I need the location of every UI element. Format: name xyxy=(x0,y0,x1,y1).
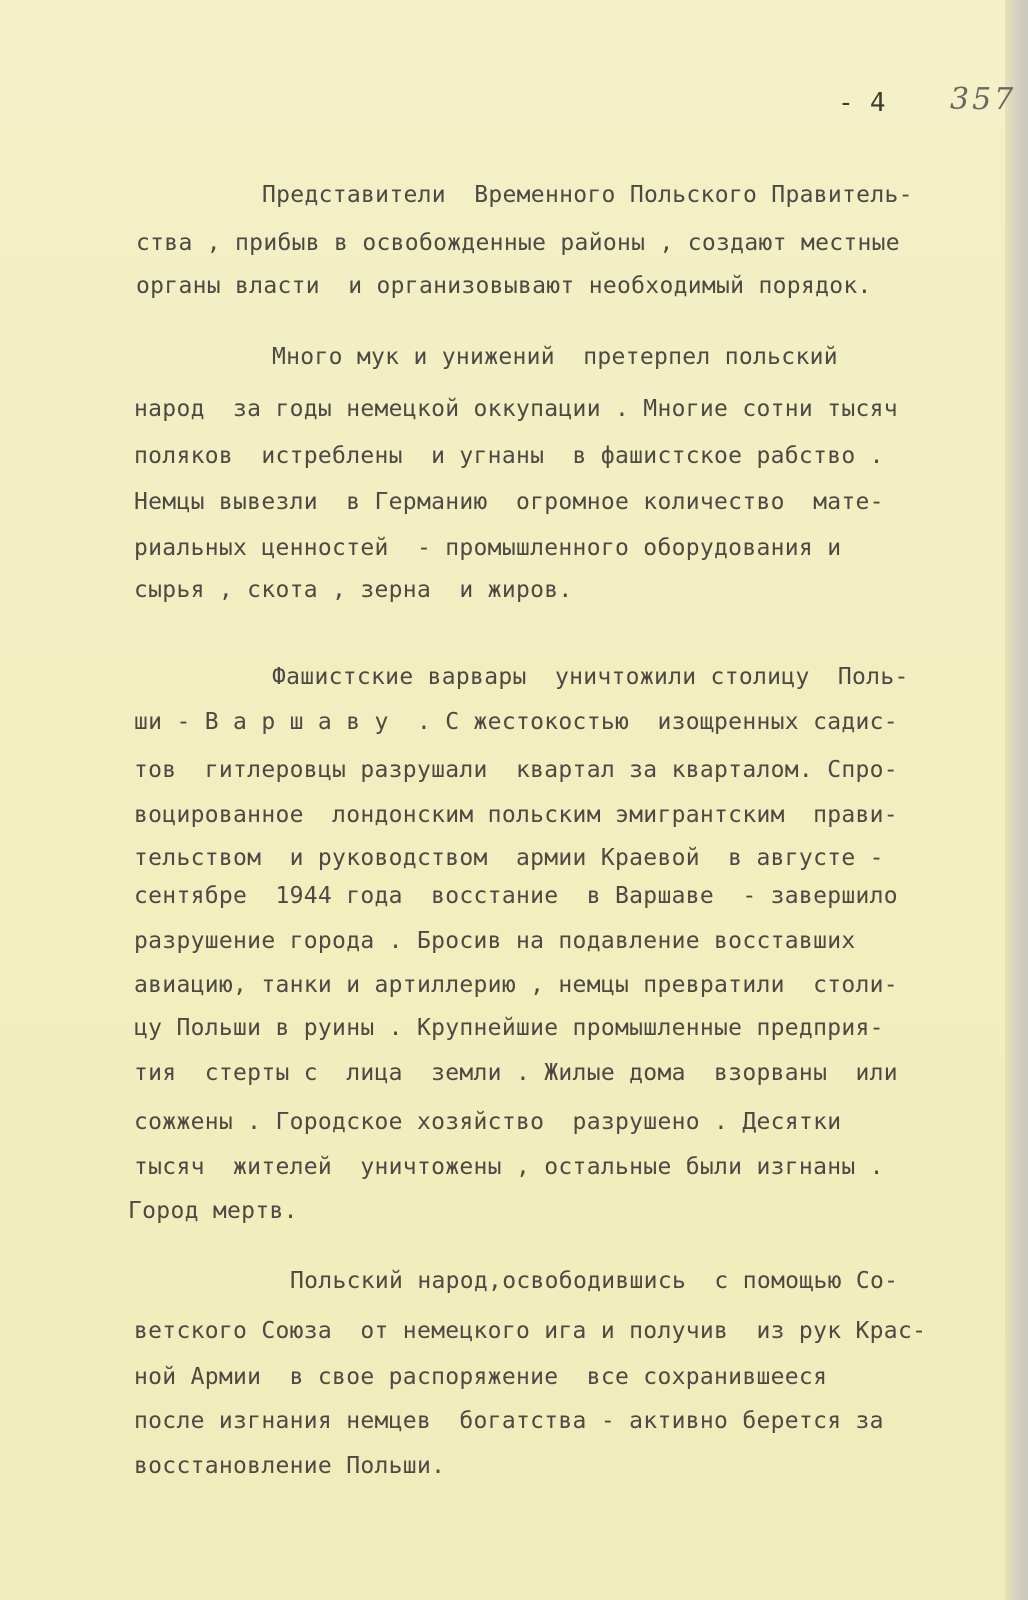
paragraph-3-line-4: воцированное лондонским польским эмигрантским прави- xyxy=(134,802,898,828)
paragraph-3-line-3: тов гитлеровцы разрушали квартал за кварталом. Спро- xyxy=(134,757,898,783)
paragraph-4-line-2: ветского Союза от немецкого ига и получив из рук Крас- xyxy=(134,1318,927,1344)
paragraph-3-line-5: тельством и руководством армии Краевой в августе - xyxy=(134,845,884,871)
paragraph-3-line-11: сожжены . Городское хозяйство разрушено . Десятки xyxy=(134,1109,842,1135)
paragraph-2-line-4: Немцы вывезли в Германию огромное количество мате- xyxy=(134,489,884,515)
paragraph-4-line-4: после изгнания немцев богатства - активно берется за xyxy=(134,1408,884,1434)
paragraph-3-line-2: ши - В а р ш а в у . С жестокостью изощренных садис- xyxy=(134,709,898,735)
paragraph-2-line-2: народ за годы немецкой оккупации . Многие сотни тысяч xyxy=(134,396,898,422)
paragraph-3-line-9: цу Польши в руины . Крупнейшие промышленные предприя- xyxy=(134,1015,884,1041)
paragraph-3-line-10: тия стерты с лица земли . Жилые дома взорваны или xyxy=(134,1060,898,1086)
paragraph-3-line-12: тысяч жителей уничтожены , остальные были изгнаны . xyxy=(134,1154,884,1180)
paragraph-2-line-5: риальных ценностей - промышленного оборудования и xyxy=(134,535,842,561)
paragraph-3-line-7: разрушение города . Бросив на подавление восставших xyxy=(134,928,856,954)
paragraph-4-line-3: ной Армии в свое распоряжение все сохранившееся xyxy=(134,1364,828,1390)
paragraph-3-line-8: авиацию, танки и артиллерию , немцы превратили столи- xyxy=(134,972,898,998)
paragraph-2-line-3: поляков истреблены и угнаны в фашистское рабство . xyxy=(134,443,884,469)
paragraph-3-line-1: Фашистские варвары уничтожили столицу Поль- xyxy=(272,664,909,690)
paragraph-3-line-13: Город мертв. xyxy=(128,1198,298,1224)
archive-number: 357 xyxy=(950,82,1017,117)
paragraph-3-line-6: сентябре 1944 года восстание в Варшаве - завершило xyxy=(134,883,898,909)
paragraph-4-line-1: Польский народ,освободившись с помощью Со- xyxy=(290,1268,899,1294)
paragraph-1-line-1: Представители Временного Польского Правитель- xyxy=(262,182,913,208)
page-edge xyxy=(1005,0,1028,1600)
paragraph-2-line-6: сырья , скота , зерна и жиров. xyxy=(134,577,573,603)
paragraph-4-line-5: восстановление Польши. xyxy=(134,1453,446,1479)
paragraph-1-line-2: ства , прибыв в освобожденные районы , создают местные xyxy=(136,230,900,256)
paragraph-2-line-1: Много мук и унижений претерпел польский xyxy=(272,344,838,370)
page-number: - 4 xyxy=(838,88,886,118)
paragraph-1-line-3: органы власти и организовывают необходимый порядок. xyxy=(136,273,872,299)
